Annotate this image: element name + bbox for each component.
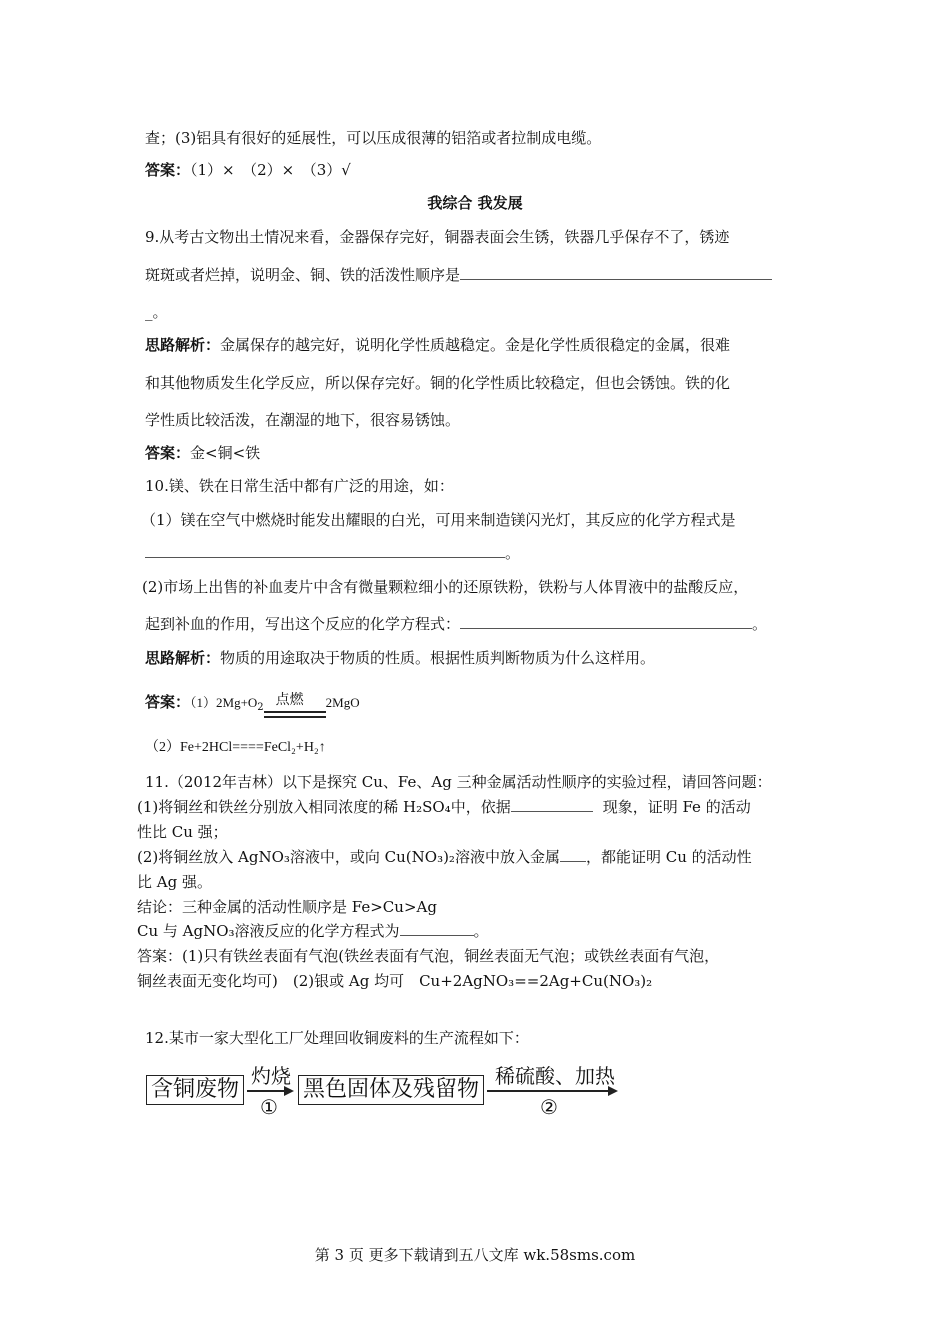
- analysis-9-line-3: 学性质比较活泼，在潮湿的地下，很容易锈蚀。: [145, 411, 461, 429]
- flow-arrow-1: [247, 1090, 285, 1092]
- flow-arrowhead-2: [608, 1086, 618, 1096]
- answer-blank[interactable]: [511, 797, 593, 812]
- answer-10-line-1: [145, 692, 360, 718]
- flow-box-copper-waste: 含铜废物: [146, 1075, 244, 1105]
- text-line: 查；(3)铝具有很好的延展性，可以压成很薄的铝箔或者拉制成电缆。: [145, 129, 602, 147]
- page-footer: 第 3 页 更多下载请到五八文库 wk.58sms.com: [314, 1246, 636, 1264]
- answer-11-line-2: 铜丝表面无变化均可) (2)银或 Ag 均可 Cu+2AgNO₃==2Ag+Cu(NO₃)₂: [137, 972, 653, 990]
- answer-label: 答案：: [145, 161, 191, 179]
- q11-line-4: [137, 847, 752, 867]
- answer-8: [145, 160, 351, 180]
- analysis-9-line-2: 和其他物质发生化学反应，所以保存完好。铜的化学性质比较稳定，但也会锈蚀。铁的化: [145, 374, 731, 392]
- q11-text: ，都能证明 Cu 的活动性: [585, 848, 752, 866]
- q11-text: Cu 与 AgNO₃溶液反应的化学方程式为: [137, 922, 400, 940]
- answer-blank[interactable]: [560, 847, 586, 862]
- analysis-label: 思路解析：: [145, 336, 221, 354]
- reaction-arrow: [264, 692, 326, 718]
- subscript: 2: [257, 702, 264, 713]
- flow-step-2-number: ②: [540, 1095, 558, 1119]
- q11-text: (2)将铜丝放入 AgNO₃溶液中，或向 Cu(NO₃)₂溶液中放入金属: [137, 848, 560, 866]
- answer-10-line-2: （2）Fe+2HCl====FeCl₂+H₂↑: [145, 740, 326, 755]
- reaction-condition: 点燃: [275, 692, 304, 708]
- answer-text: （1）× （2）× （3）√: [190, 161, 351, 179]
- equation-right: 2MgO: [325, 695, 360, 710]
- q11-line-5: 比 Ag 强。: [137, 873, 212, 891]
- analysis-text: 金属保存的越完好，说明化学性质越稳定。金是化学性质很稳定的金属，很难: [220, 336, 731, 354]
- analysis-label: 思路解析：: [145, 649, 221, 667]
- equation-left: （1）2Mg+O: [190, 695, 258, 710]
- q11-line-6: 结论：三种金属的活动性顺序是 Fe>Cu>Ag: [137, 898, 437, 916]
- flow-step-2-label: 稀硫酸、加热: [495, 1064, 615, 1088]
- section-title: 我综合 我发展: [427, 194, 523, 212]
- q11-line-2: [137, 797, 751, 817]
- q11-text: (1)将铜丝和铁丝分别放入相同浓度的稀 H₂SO₄中，依据: [137, 798, 511, 816]
- answer-text: 金<铜<铁: [190, 444, 261, 462]
- q11-line-7: [137, 921, 489, 941]
- answer-blank[interactable]: [400, 921, 474, 936]
- flow-arrowhead-1: [284, 1086, 294, 1096]
- flow-box-black-solid: 黑色固体及残留物: [298, 1075, 484, 1105]
- period: 。: [752, 615, 768, 633]
- answer-11-line-1: 答案：(1)只有铁丝表面有气泡(铁丝表面有气泡，铜丝表面无气泡；或铁丝表面有气泡，: [137, 947, 720, 965]
- q10-line-1: 10.镁、铁在日常生活中都有广泛的用途，如：: [145, 477, 454, 495]
- flow-arrow-2: [487, 1090, 609, 1092]
- q9-text: 斑斑或者烂掉，说明金、铜、铁的活泼性顺序是: [145, 266, 461, 284]
- q9-line-1: 9.从考古文物出土情况来看，金器保存完好，铜器表面会生锈，铁器几乎保存不了，锈迹: [145, 228, 730, 246]
- q10-text: 起到补血的作用，写出这个反应的化学方程式：: [145, 615, 461, 633]
- double-line: [264, 711, 326, 718]
- q10-line-5: [145, 614, 767, 634]
- q9-line-2: [145, 265, 772, 285]
- q10-line-3: [145, 543, 520, 563]
- q10-line-4: (2)市场上出售的补血麦片中含有微量颗粒细小的还原铁粉，铁粉与人体胃液中的盐酸反应，: [142, 578, 749, 596]
- answer-9: [145, 443, 260, 463]
- q10-line-2: （1）镁在空气中燃烧时能发出耀眼的白光，可用来制造镁闪光灯，其反应的化学方程式是: [141, 511, 736, 529]
- q12-line: 12.某市一家大型化工厂处理回收铜废料的生产流程如下：: [145, 1029, 529, 1047]
- q11-line-1: 11.（2012年吉林）以下是探究 Cu、Fe、Ag 三种金属活动性顺序的实验过程，请回答问题：: [145, 773, 772, 791]
- answer-blank[interactable]: [145, 543, 505, 558]
- q11-text: 现象，证明 Fe 的活动: [602, 798, 751, 816]
- answer-label: 答案：: [145, 693, 191, 711]
- period: 。: [473, 922, 489, 940]
- analysis-text: 物质的用途取决于物质的性质。根据性质判断物质为什么这样用。: [220, 649, 656, 667]
- analysis-10: [145, 648, 655, 668]
- flow-step-1-number: ①: [260, 1095, 278, 1119]
- flow-step-1-label: 灼烧: [251, 1064, 291, 1088]
- analysis-9-line-1: [145, 335, 730, 355]
- answer-blank[interactable]: [460, 265, 772, 280]
- q11-line-3: 性比 Cu 强；: [137, 823, 228, 841]
- q9-line-3: _。: [145, 303, 168, 321]
- answer-blank[interactable]: [460, 614, 752, 629]
- period: 。: [505, 544, 521, 562]
- answer-label: 答案：: [145, 444, 191, 462]
